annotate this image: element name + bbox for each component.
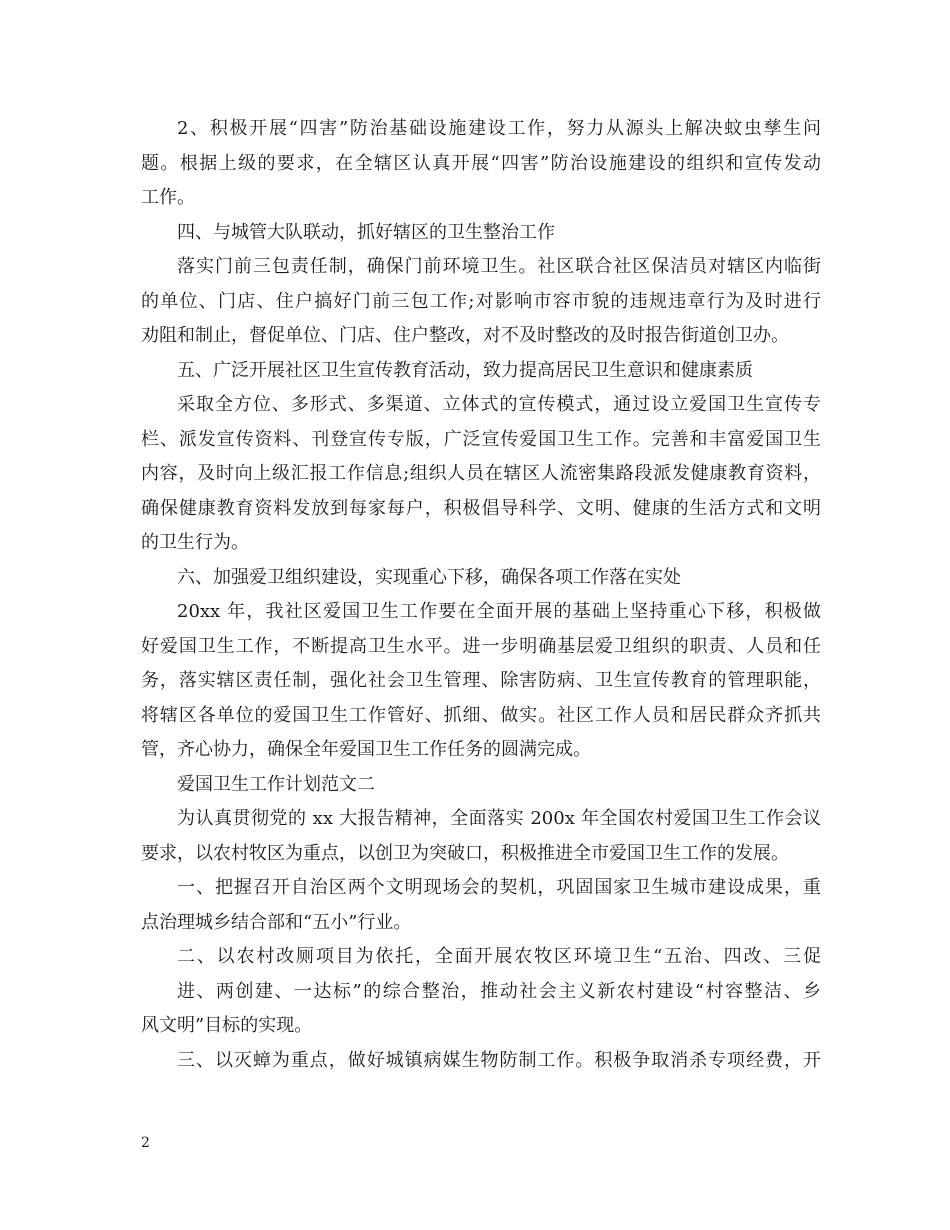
page-number: 2: [141, 1135, 150, 1151]
text-line: 的卫生行为。: [141, 532, 249, 553]
text-line: 劝阻和制止，督促单位、门店、住户整改，对不及时整改的及时报告街道创卫办。: [141, 325, 789, 346]
text-line: 题。根据上级的要求，在全辖区认真开展“四害”防治设施建设的组织和宣传发动: [141, 152, 821, 174]
text-line: 管，齐心协力，确保全年爱国卫生工作任务的圆满完成。: [141, 739, 591, 760]
section-heading: 五、广泛开展社区卫生宣传教育活动，致力提高居民卫生意识和健康素质: [177, 359, 753, 381]
text-line: 一、把握召开自治区两个文明现场会的契机，巩固国家卫生城市建设成果，重: [177, 877, 821, 898]
text-line: 采取全方位、多形式、多渠道、立体式的宣传模式，通过设立爱国卫生宣传专: [177, 394, 821, 415]
text-line: 要求，以农村牧区为重点，以创卫为突破口，积极推进全市爱国卫生工作的发展。: [141, 842, 789, 864]
text-line: 落实门前三包责任制，确保门前环境卫生。社区联合社区保洁员对辖区内临街: [177, 256, 821, 277]
text-line: 的单位、门店、住户搞好门前三包工作;对影响市容市貌的违规违章行为及时进行: [141, 290, 821, 312]
section-heading: 六、加强爱卫组织建设，实现重心下移，确保各项工作落在实处: [177, 566, 681, 588]
text-line: 三、以灭蟑为重点，做好城镇病媒生物防制工作。积极争取消杀专项经费，开: [177, 1049, 821, 1071]
text-line: 20xx 年，我社区爱国卫生工作要在全面开展的基础上坚持重心下移，积极做: [177, 601, 821, 622]
section-heading: 爱国卫生工作计划范文二: [177, 773, 375, 795]
text-line: 内容，及时向上级汇报工作信息;组织人员在辖区人流密集路段派发健康教育资料，: [141, 463, 821, 484]
text-line: 务，落实辖区责任制，强化社会卫生管理、除害防病、卫生宣传教育的管理职能，: [141, 670, 821, 691]
section-heading: 四、与城管大队联动，抓好辖区的卫生整治工作: [177, 221, 555, 243]
text-line: 确保健康教育资料发放到每家每户，积极倡导科学、文明、健康的生活方式和文明: [141, 497, 821, 519]
text-line: 二、以农村改厕项目为依托，全面开展农牧区环境卫生“五治、四改、三促: [177, 946, 821, 967]
text-line: 栏、派发宣传资料、刊登宣传专版，广泛宣传爱国卫生工作。完善和丰富爱国卫生: [141, 428, 821, 450]
text-line: 将辖区各单位的爱国卫生工作管好、抓细、做实。社区工作人员和居民群众齐抓共: [141, 704, 821, 726]
text-line: 风文明”目标的实现。: [141, 1015, 313, 1036]
text-line: 好爱国卫生工作，不断提高卫生水平。进一步明确基层爱卫组织的职责、人员和任: [141, 635, 821, 657]
text-line: 进、两创建、一达标”的综合整治，推动社会主义新农村建设“村容整洁、乡: [177, 980, 821, 1002]
text-line: 工作。: [141, 187, 195, 208]
text-line: 为认真贯彻党的 xx 大报告精神，全面落实 200x 年全国农村爱国卫生工作会议: [177, 808, 821, 829]
document-body: [141, 112, 821, 1078]
text-line: 点治理城乡结合部和“五小”行业。: [141, 911, 412, 933]
text-line: 2、积极开展“四害”防治基础设施建设工作，努力从源头上解决蚊虫孳生问: [177, 118, 821, 139]
